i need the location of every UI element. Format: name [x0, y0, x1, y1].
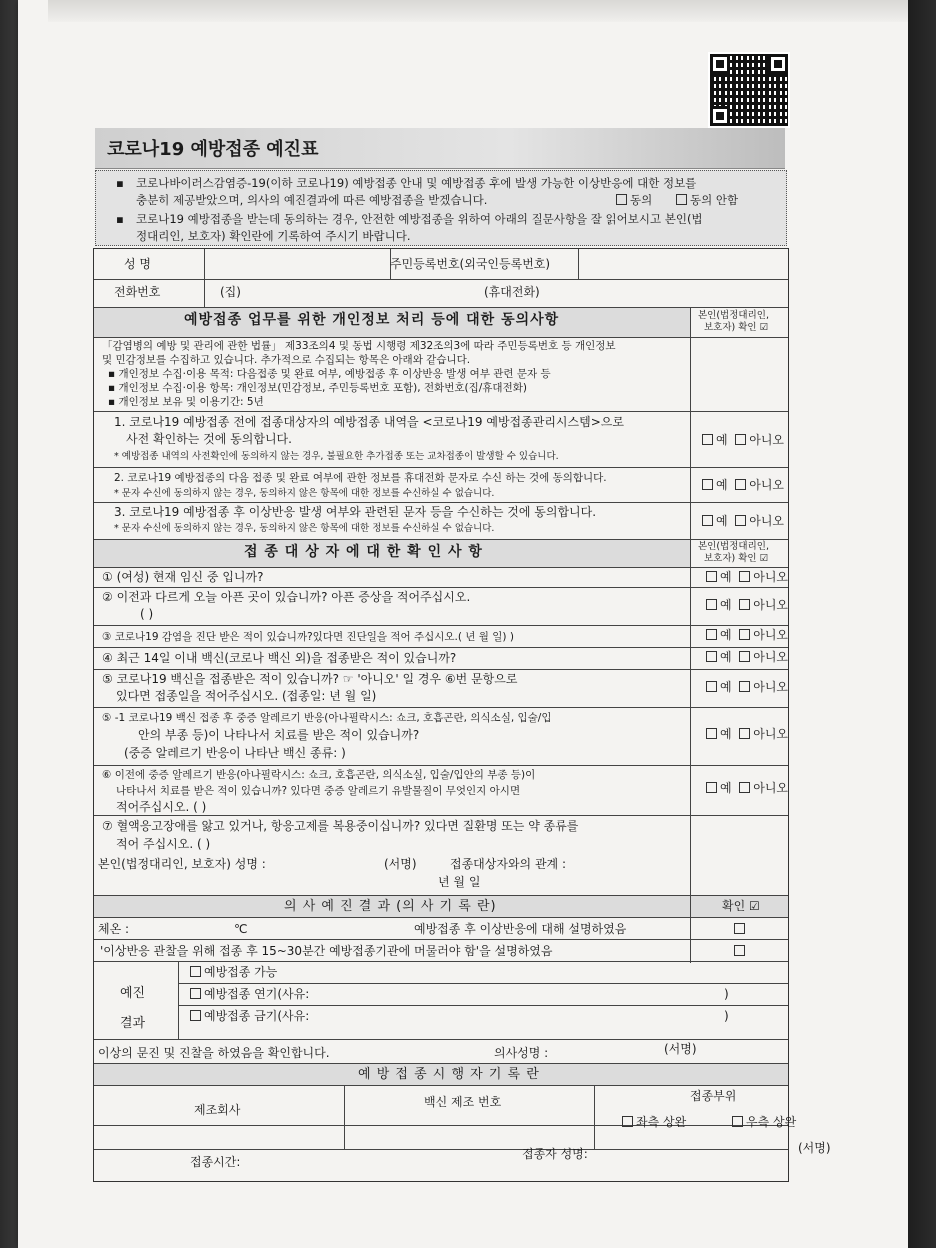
signature-date: 년 월 일 [438, 875, 481, 889]
signature-mark: (서명) [384, 857, 417, 871]
question-4: ④ 최근 14일 이내 백신(코로나 백신 외)을 접종받은 적이 있습니까? [102, 651, 457, 665]
explain-observation-checkbox[interactable] [734, 944, 748, 959]
question-5-date: 있다면 접종일을 적어주십시오. (접종일: 년 월 일) [116, 689, 377, 703]
site-label: 접종부위 [690, 1089, 737, 1103]
consent-title: 예방접종 업무를 위한 개인정보 처리 등에 대한 동의사항 [184, 312, 560, 328]
postpone-close: ) [724, 987, 729, 1001]
question-5-1: 안의 부종 등)이 나타나서 치료를 받은 적이 있습니까? [138, 728, 420, 742]
mobile-phone-label: (휴대전화) [484, 285, 540, 299]
confirm-header: 본인(법정대리인, [698, 310, 769, 321]
consent-text: 「감염병의 예방 및 관리에 관한 법률」 제33조의4 및 동법 시행령 제32조의3에 따라 주민등록번호 등 개인정보 [102, 340, 616, 352]
consent-item-3: 3. 코로나19 예방접종 후 이상반응 발생 여부와 관련된 문자 등을 수신하는 것에 동의합니다. [114, 505, 597, 519]
doctor-confirm-header: 확인 ☑ [722, 899, 760, 913]
consent-1-yes-no[interactable]: 예 아니오 [702, 433, 784, 448]
intro-line: 충분히 제공받았으며, 의사의 예진결과에 따른 예방접종을 받겠습니다. [136, 193, 488, 207]
q6-yes-no[interactable]: 예 아니오 [706, 781, 788, 796]
form-title: 코로나19 예방접종 예진표 [107, 139, 319, 160]
question-6: ⑥ 이전에 중증 알레르기 반응(아나필락시스: 쇼크, 호흡곤란, 의식소실, 입술/입안의 부종 등)이 [102, 769, 536, 781]
q3-yes-no[interactable]: 예 아니오 [706, 628, 788, 643]
contraindicated-close: ) [724, 1009, 729, 1023]
background-edge [908, 0, 936, 1248]
q1-yes-no[interactable]: 예 아니오 [706, 570, 788, 585]
vaccinator-signature-mark: (서명) [798, 1141, 831, 1155]
consent-item-1: 1. 코로나19 예방접종 전에 접종대상자의 예방접종 내역을 <코로나19 예방접종관리시스템>으로 [114, 415, 624, 429]
consent-item-2: 2. 코로나19 예방접종의 다음 접종 및 완료 여부에 관한 정보를 휴대전화 문자로 수신 하는 것에 동의합니다. [114, 472, 607, 484]
phone-label: 전화번호 [114, 285, 161, 299]
agree-checkbox[interactable]: 동의 [616, 192, 652, 209]
left-arm-checkbox[interactable]: 좌측 상완 [622, 1115, 686, 1130]
consent-3-yes-no[interactable]: 예 아니오 [702, 514, 784, 529]
signer-label: 본인(법정대리인, 보호자) 성명 : [98, 857, 266, 871]
vaccination-record-title: 예 방 접 종 시 행 자 기 록 란 [358, 1067, 540, 1082]
explain-adverse: 예방접종 후 이상반응에 대해 설명하였음 [414, 922, 627, 936]
question-2: ② 이전과 다르게 오늘 아픈 곳이 있습니까? 아픈 증상을 적어주십시오. [102, 590, 471, 604]
confirm-header: 본인(법정대리인, [698, 541, 769, 552]
option-postpone[interactable]: 예방접종 연기(사유: [190, 987, 309, 1002]
manufacturer-label: 제조회사 [194, 1103, 241, 1117]
doctor-signature-mark: (서명) [664, 1042, 697, 1056]
disagree-checkbox[interactable]: 동의 안함 [676, 192, 738, 209]
consent-note-1: * 예방접종 내역의 사전확인에 동의하지 않는 경우, 불필요한 추가접종 또는 교차접종이 발생할 수 있습니다. [114, 451, 559, 462]
intro-line: 코로나바이러스감염증-19(이하 코로나19) 예방접종 안내 및 예방접종 후에 발생 가능한 이상반응에 대한 정보를 [136, 176, 697, 190]
consent-2-yes-no[interactable]: 예 아니오 [702, 478, 784, 493]
doctor-name-label: 의사성명 : [494, 1046, 549, 1060]
q5-yes-no[interactable]: 예 아니오 [706, 680, 788, 695]
confirm-header: 보호자) 확인 ☑ [704, 322, 769, 333]
bullet-icon: ▪ [116, 176, 124, 190]
form-title-bar [95, 128, 785, 169]
consent-text: ▪ 개인정보 수집·이용 항목: 개인정보(민감정보, 주민등록번호 포함), 전화번호(집/휴대전화) [108, 382, 527, 394]
q2-yes-no[interactable]: 예 아니오 [706, 598, 788, 613]
intro-notice [95, 170, 787, 246]
consent-note-2: * 문자 수신에 동의하지 않는 경우, 동의하지 않은 항목에 대한 정보를 수신하실 수 없습니다. [114, 488, 495, 499]
consent-text: ▪ 개인정보 보유 및 이용기간: 5년 [108, 396, 264, 408]
confirm-header: 보호자) 확인 ☑ [704, 553, 769, 564]
name-label: 성 명 [124, 257, 151, 271]
lot-number-label: 백신 제조 번호 [424, 1095, 502, 1109]
option-vaccinate[interactable]: 예방접종 가능 [190, 965, 277, 980]
question-5: ⑤ 코로나19 백신을 접종받은 적이 있습니까? ☞ '아니오' 일 경우 ⑥번 문항으로 [102, 672, 518, 686]
home-phone-label: (집) [220, 285, 241, 299]
consent-note-3: * 문자 수신에 동의하지 않는 경우, 동의하지 않은 항목에 대한 정보를 수신하실 수 없습니다. [114, 523, 495, 534]
result-label: 예진 [120, 986, 146, 1001]
temperature-unit: ℃ [234, 922, 248, 936]
question-6-blank: 적어주십시오. ( ) [116, 800, 207, 814]
qr-code-icon [708, 52, 790, 128]
intro-line: 코로나19 예방접종을 받는데 동의하는 경우, 안전한 예방접종을 위하여 아래의 질문사항을 잘 읽어보시고 본인(법 [136, 212, 703, 226]
result-label: 결과 [120, 1016, 146, 1031]
question-2-blank: ( ) [140, 607, 154, 621]
question-3: ③ 코로나19 감염을 진단 받은 적이 있습니까?있다면 진단일을 적어 주십시오.( 년 월 일) ) [102, 631, 514, 643]
consent-text: 및 민감정보를 수집하고 있습니다. 추가적으로 수집되는 항목은 아래와 같습니다. [102, 354, 471, 366]
bullet-icon: ▪ [116, 212, 124, 226]
question-7: ⑦ 혈액응고장애를 앓고 있거나, 항응고제를 복용중이십니까? 있다면 질환명 또는 약 종류를 [102, 819, 579, 833]
explain-adverse-checkbox[interactable] [734, 922, 748, 937]
check-title: 접 종 대 상 자 에 대 한 확 인 사 항 [244, 544, 483, 560]
doctor-confirm-text: 이상의 문진 및 진찰을 하였음을 확인합니다. [98, 1046, 330, 1060]
question-6: 나타나서 치료를 받은 적이 있습니까? 있다면 중증 알레르기 유발물질이 무엇인지 아시면 [116, 785, 521, 797]
consent-item-1: 사전 확인하는 것에 동의합니다. [126, 432, 292, 446]
form-table [93, 248, 831, 1182]
question-5-1: ⑤ -1 코로나19 백신 접종 후 중증 알레르기 반응(아나필락시스: 쇼크, 호흡곤란, 의식소실, 입술/입 [102, 712, 552, 724]
page-shadow [48, 0, 908, 22]
intro-line: 정대리인, 보호자) 확인란에 기록하여 주시기 바랍니다. [136, 229, 411, 243]
consent-text: ▪ 개인정보 수집·이용 목적: 다음접종 및 완료 여부, 예방접종 후 이상반응 발생 여부 관련 문자 등 [108, 368, 551, 380]
question-1: ① (여성) 현재 임신 중 입니까? [102, 570, 264, 584]
q4-yes-no[interactable]: 예 아니오 [706, 650, 788, 665]
q5-1-yes-no[interactable]: 예 아니오 [706, 727, 788, 742]
rrn-label: 주민등록번호(외국인등록번호) [390, 257, 551, 271]
question-7-blank: 적어 주십시오. ( ) [116, 837, 211, 851]
option-contraindicated[interactable]: 예방접종 금기(사유: [190, 1009, 309, 1024]
vaccination-time-label: 접종시간: [190, 1155, 241, 1169]
question-5-1-blank: (중증 알레르기 반응이 나타난 백신 종류: ) [124, 746, 346, 760]
relation-label: 접종대상자와의 관계 : [450, 857, 567, 871]
vaccinator-name-label: 접종자 성명: [522, 1147, 588, 1161]
doctor-section-title: 의 사 예 진 결 과 (의 사 기 록 란) [284, 899, 497, 914]
temperature-label: 체온 : [98, 922, 130, 936]
right-arm-checkbox[interactable]: 우측 상완 [732, 1115, 796, 1130]
explain-observation: '이상반응 관찰을 위해 접종 후 15~30분간 예방접종기관에 머물러야 함'을 설명하였음 [100, 944, 553, 958]
